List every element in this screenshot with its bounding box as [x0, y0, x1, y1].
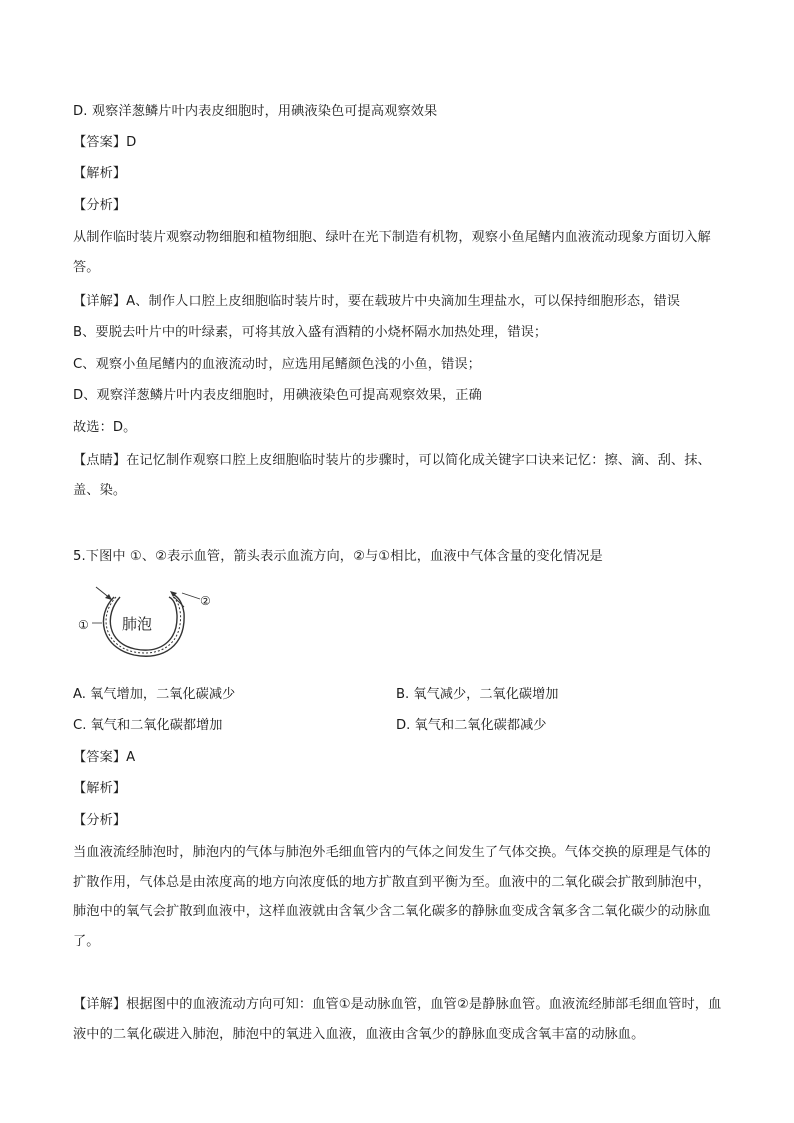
prev-fenxi-text: 从制作临时装片观察动物细胞和植物细胞、绿叶在光下制造有机物，观察小鱼尾鳍内血液流动现象方面切入解答。 [73, 230, 711, 275]
q5-option-c: C. 氧气和二氧化碳都增加 [73, 718, 223, 733]
alveolus-figure [74, 585, 214, 667]
prev-detail-d: D、观察洋葱鳞片叶内表皮细胞时，用碘液染色可提高观察效果，正确 [73, 388, 482, 403]
prev-fenxi-heading: 【分析】 [73, 198, 127, 213]
blood-flow-arrow-in [96, 587, 112, 600]
prev-detail-c: C、观察小鱼尾鳍内的血液流动时，应选用尾鳍颜色浅的小鱼，错误； [73, 357, 481, 372]
prev-dianjing: 【点睛】在记忆制作观察口腔上皮细胞临时装片的步骤时，可以简化成关键字口诀来记忆：擦、滴、刮、抹、盖、染。 [73, 453, 711, 498]
vessel-2-label: ② [200, 594, 211, 608]
q5-answer: 【答案】A [73, 750, 136, 765]
q5-detail: 【详解】根据图中的血液流动方向可知：血管①是动脉血管，血管②是静脉血管。血液流经肺部毛细血管时，血液中的二氧化碳进入肺泡，肺泡中的氧进入血液，血液由含氧少的静脉血变成含氧丰富的动脉血。 [73, 997, 722, 1042]
prev-detail-a: 【详解】A、制作人口腔上皮细胞临时装片时，要在载玻片中央滴加生理盐水，可以保持细胞形态，错误 [73, 294, 681, 309]
prev-jiexi-heading: 【解析】 [73, 166, 127, 181]
prev-option-d: D. 观察洋葱鳞片叶内表皮细胞时，用碘液染色可提高观察效果 [73, 104, 438, 119]
label-leader-2 [182, 593, 200, 599]
q5-fenxi-text: 当血液流经肺泡时，肺泡内的气体与肺泡外毛细血管内的气体之间发生了气体交换。气体交换的原理是气体的扩散作用，气体总是由浓度高的地方向浓度低的地方扩散直到平衡为至。血液中的二氧化碳会扩散到肺泡中，肺泡中的氧气会扩散到血液中，这样血液就由含氧少含二氧化碳多的静脉血变成含氧多含二氧化碳少的动脉血了。 [73, 845, 711, 949]
q5-option-d: D. 氧气和二氧化碳都减少 [396, 718, 547, 733]
q5-option-b: B. 氧气减少，二氧化碳增加 [396, 687, 559, 702]
vessel-1-label: ① [78, 618, 89, 632]
q5-option-a: A. 氧气增加，二氧化碳减少 [73, 687, 236, 702]
alveolus-label: 肺泡 [122, 615, 153, 633]
q5-stem: 5.下图中 ①、②表示血管，箭头表示血流方向，②与①相比，血液中气体含量的变化情况是 [73, 549, 603, 564]
prev-conclusion: 故选：D。 [73, 420, 137, 435]
q5-fenxi-heading: 【分析】 [73, 813, 127, 828]
prev-detail-b: B、要脱去叶片中的叶绿素，可将其放入盛有酒精的小烧杯隔水加热处理，错误； [73, 325, 548, 340]
q5-jiexi-heading: 【解析】 [73, 781, 127, 796]
prev-answer: 【答案】D [73, 135, 137, 150]
